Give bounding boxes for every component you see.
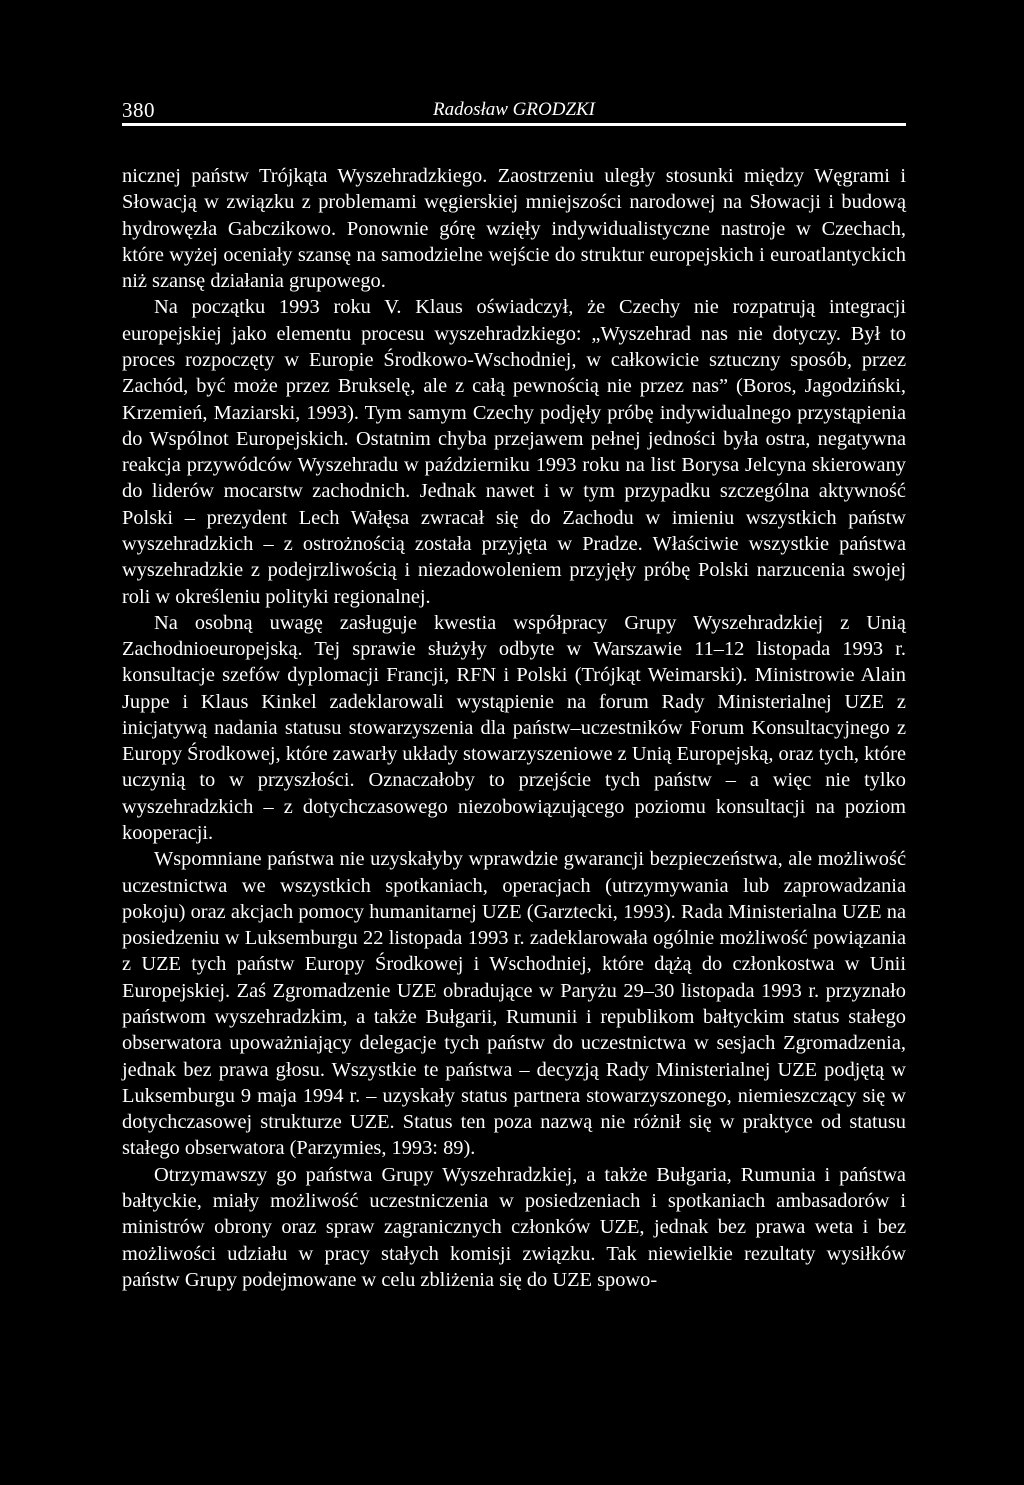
paragraph: nicznej państw Trójkąta Wyszehradzkiego. Zaostrzeniu uległy stosunki między Węgrami i Słowacją w związku z problemami węgierskiej mniejszości narodowej na Słowacji i budową hydrowęzła Gabczikowo. Ponownie górę wzięły indywidualistyczne nastroje w Czechach, które wyżej oceniały szansę na samodzielne wejście do struktur europejskich i euroatlantyckich niż szansę działania grupowego.: [122, 165, 906, 293]
paragraph: Otrzymawszy go państwa Grupy Wyszehradzkiej, a także Bułgaria, Rumunia i państwa bałtyckie, miały możliwość uczestniczenia w posiedzeniach i spotkaniach ambasadorów i ministrów obrony oraz spraw zagranicznych członków UZE, jednak bez prawa weta i bez możliwości udziału w pracy stałych komisji związku. Tak niewielkie rezultaty wysiłków państw Grupy podejmowane w celu zbliżenia się do UZE spowo-: [122, 1163, 906, 1291]
paragraph: Na osobną uwagę zasługuje kwestia współpracy Grupy Wyszehradzkiej z Unią Zachodnioeuropejską. Tej sprawie służyły odbyte w Warszawie 11–12 listopada 1993 r. konsultacje szefów dyplomacji Francji, RFN i Polski (Trójkąt Weimarski). Ministrowie Alain Juppe i Klaus Kinkel zadeklarowali wystąpienie na forum Rady Ministerialnej UZE z inicjatywą nadania statusu stowarzyszenia dla państw–uczestników Forum Konsultacyjnego z Europy Środkowej, które zawarły układy stowarzyszeniowe z Unią Europejską, oraz tych, które uczynią to w przyszłości. Oznaczałoby to przejście tych państw – a więc nie tylko wyszehradzkich – z dotychczasowego niezobowiązującego poziomu konsultacji na poziom kooperacji.: [122, 611, 906, 845]
paragraph: Wspomniane państwa nie uzyskałyby wprawdzie gwarancji bezpieczeństwa, ale możliwość uczestnictwa we wszystkich spotkaniach, operacjach (utrzymywania lub zaprowadzania pokoju) oraz akcjach pomocy humanitarnej UZE (Garztecki, 1993). Rada Ministerialna UZE na posiedzeniu w Luksemburgu 22 listopada 1993 r. zadeklarowała ogólnie możliwość powiązania z UZE tych państw Europy Środkowej i Wschodniej, które dążą do członkostwa w Unii Europejskiej. Zaś Zgromadzenie UZE obradujące w Paryżu 29–30 listopada 1993 r. przyznało państwom wyszehradzkim, a także Bułgarii, Rumunii i republikom bałtyckim status stałego obserwatora upoważniający delegacje tych państw do uczestnictwa w sesjach Zgromadzenia, jednak bez prawa głosu. Wszystkie te państwa – decyzją Rady Ministerialnej UZE podjętą w Luksemburgu 9 maja 1994 r. – uzyskały status partnera stowarzyszonego, niemieszczący się w dotychczasowej strukturze UZE. Status ten poza nazwą nie różnił się w praktyce od statusu stałego obserwatora (Parzymies, 1993: 89).: [122, 848, 906, 1160]
page-header: [122, 100, 906, 126]
running-title: Radosław GRODZKI: [432, 99, 596, 120]
body-text: [122, 163, 906, 1293]
paragraph: Na początku 1993 roku V. Klaus oświadczył, że Czechy nie rozpatrują integracji europejskiej jako elementu procesu wyszehradzkiego: „Wyszehrad nas nie dotyczy. Był to proces rozpoczęty w Europie Środkowo-Wschodniej, w całkowicie sztuczny sposób, przez Zachód, być może przez Brukselę, ale z całą pewnością nie przez nas” (Boros, Jagodziński, Krzemień, Maziarski, 1993). Tym samym Czechy podjęły próbę indywidualnego przystąpienia do Wspólnot Europejskich. Ostatnim chyba przejawem pełnej jedności była ostra, negatywna reakcja przywódców Wyszehradu w październiku 1993 roku na list Borysa Jelcyna skierowany do liderów mocarstw zachodnich. Jednak nawet i w tym przypadku szczególna aktywność Polski – prezydent Lech Wałęsa zwracał się do Zachodu w imieniu wszystkich państw wyszehradzkich – z ostrożnością została przyjęta w Pradze. Właściwie wszystkie państwa wyszehradzkie z podejrzliwością i niezadowoleniem przyjęły próbę Polski narzucenia swojej roli w określeniu polityki regionalnej.: [122, 296, 906, 608]
page-number: 380: [122, 98, 155, 122]
